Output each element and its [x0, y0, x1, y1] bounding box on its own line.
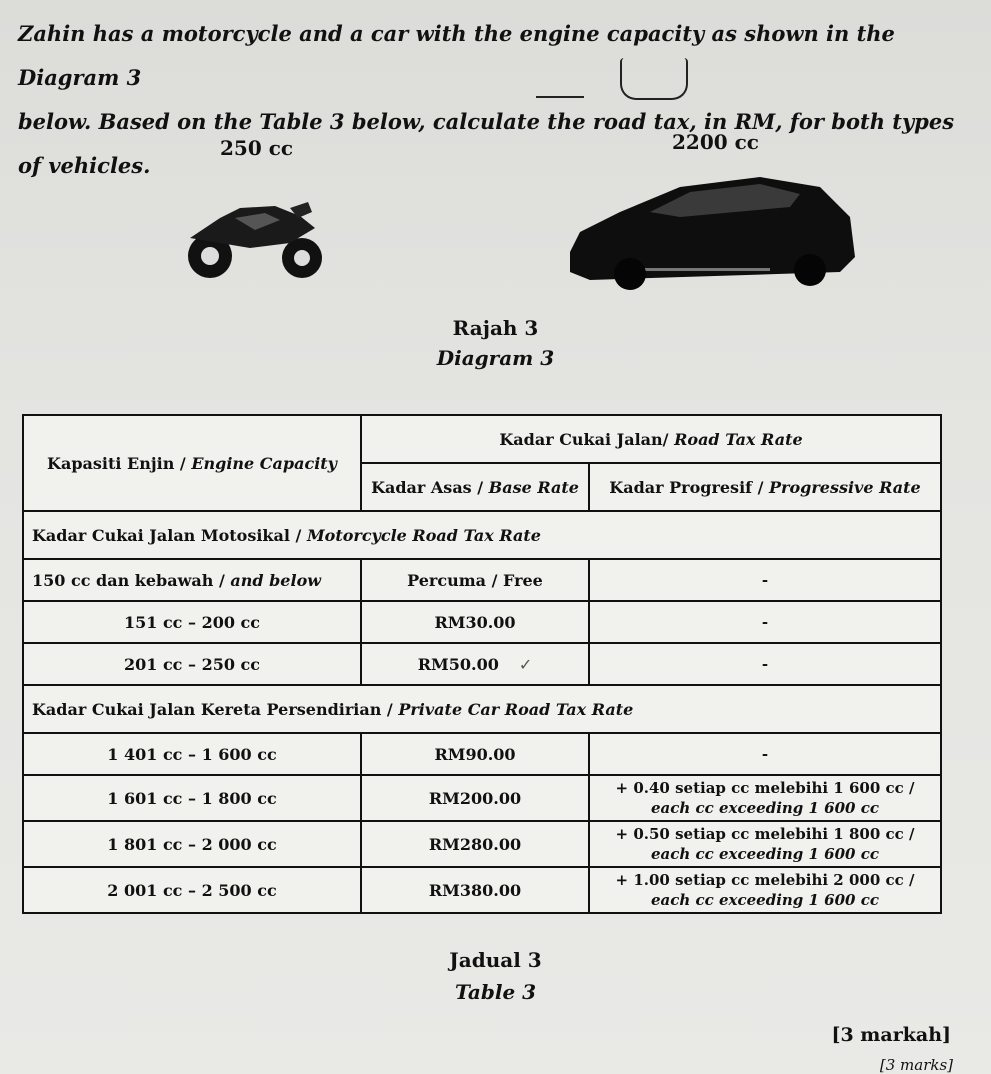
diagram-caption-ms: Rajah 3: [452, 316, 539, 340]
question-line-2: below. Based on the Table 3 below, calculate the road tax, in RM, for both types of vehicles.: [18, 109, 955, 178]
section-moto-en: Motorcycle Road Tax Rate: [306, 525, 541, 545]
table-row: [23, 559, 941, 601]
base-rate-cell: [361, 643, 589, 685]
section-car-ms: Kadar Cukai Jalan Kereta Persendirian /: [32, 699, 399, 719]
progressive-rate-cell: [589, 775, 941, 821]
progressive-rate-cell: -: [589, 601, 941, 643]
section-car-en: Private Car Road Tax Rate: [398, 699, 634, 719]
capacity-en: and below: [230, 570, 322, 590]
progressive-rate-cell: -: [589, 559, 941, 601]
capacity-ms: 150 cc dan kebawah /: [32, 570, 231, 590]
marks-label-ms: [3 markah]: [831, 1024, 951, 1046]
capacity-cell: 151 cc – 200 cc: [23, 601, 361, 643]
header-base-rate: [361, 463, 589, 511]
progressive-rate-ms: + 0.50 setiap cc melebihi 1 800 cc /: [615, 825, 915, 843]
progressive-rate-cell: -: [589, 643, 941, 685]
header-capacity-en: Engine Capacity: [191, 453, 337, 473]
motorcycle-image: [180, 198, 330, 283]
capacity-cell: [23, 559, 361, 601]
table-row: [23, 643, 941, 685]
capacity-cell: 1 401 cc – 1 600 cc: [23, 733, 361, 775]
question-line-1: Zahin has a motorcycle and a car with the engine capacity as shown in the Diagram 3: [18, 21, 895, 90]
base-rate-cell: RM200.00: [361, 775, 589, 821]
question-text: [18, 12, 958, 188]
table-row: [23, 821, 941, 867]
capacity-cell: 201 cc – 250 cc: [23, 643, 361, 685]
pen-circle-mark: [620, 58, 688, 100]
header-engine-capacity: [23, 415, 361, 511]
base-rate-cell: RM280.00: [361, 821, 589, 867]
base-rate-cell: RM30.00: [361, 601, 589, 643]
table-row: [23, 601, 941, 643]
section-private-car: [23, 685, 941, 733]
table-caption-en: Table 3: [454, 980, 537, 1004]
header-progressive-rate: [589, 463, 941, 511]
marks-label-en: [3 marks]: [879, 1056, 953, 1074]
road-tax-table: [22, 414, 942, 914]
header-capacity-ms: Kapasiti Enjin /: [47, 453, 192, 473]
header-prog-ms: Kadar Progresif /: [609, 477, 770, 497]
progressive-rate-cell: [589, 867, 941, 913]
section-motorcycle: [23, 511, 941, 559]
capacity-cell: 1 801 cc – 2 000 cc: [23, 821, 361, 867]
progressive-rate-cell: [589, 821, 941, 867]
diagram-caption-en: Diagram 3: [436, 346, 555, 370]
base-rate-cell: RM90.00: [361, 733, 589, 775]
check-mark-icon: ✓: [518, 654, 533, 674]
section-moto-ms: Kadar Cukai Jalan Motosikal /: [32, 525, 307, 545]
car-capacity-label: 2200 cc: [672, 130, 759, 154]
progressive-rate-en: each cc exceeding 1 600 cc: [651, 891, 879, 909]
progressive-rate-ms: + 0.40 setiap cc melebihi 1 600 cc /: [615, 779, 915, 797]
progressive-rate-cell: -: [589, 733, 941, 775]
base-rate-cell: RM380.00: [361, 867, 589, 913]
motorcycle-capacity-label: 250 cc: [220, 136, 294, 160]
progressive-rate-en: each cc exceeding 1 600 cc: [651, 799, 879, 817]
capacity-cell: 2 001 cc – 2 500 cc: [23, 867, 361, 913]
header-base-en: Base Rate: [488, 477, 579, 497]
progressive-rate-en: each cc exceeding 1 600 cc: [651, 845, 879, 863]
table-caption-ms: Jadual 3: [449, 948, 542, 972]
table-row: [23, 775, 941, 821]
header-base-ms: Kadar Asas /: [371, 477, 489, 497]
table-row: [23, 867, 941, 913]
header-rate-en: Road Tax Rate: [674, 429, 803, 449]
pen-underline-mark: [536, 96, 584, 98]
base-rate-value: RM50.00: [417, 654, 499, 674]
header-prog-en: Progressive Rate: [769, 477, 921, 497]
table-row: [23, 733, 941, 775]
header-road-tax-rate: [361, 415, 941, 463]
base-rate-cell: Percuma / Free: [361, 559, 589, 601]
header-rate-ms: Kadar Cukai Jalan/: [499, 429, 675, 449]
progressive-rate-ms: + 1.00 setiap cc melebihi 2 000 cc /: [615, 871, 915, 889]
car-image: [560, 172, 860, 292]
capacity-cell: 1 601 cc – 1 800 cc: [23, 775, 361, 821]
